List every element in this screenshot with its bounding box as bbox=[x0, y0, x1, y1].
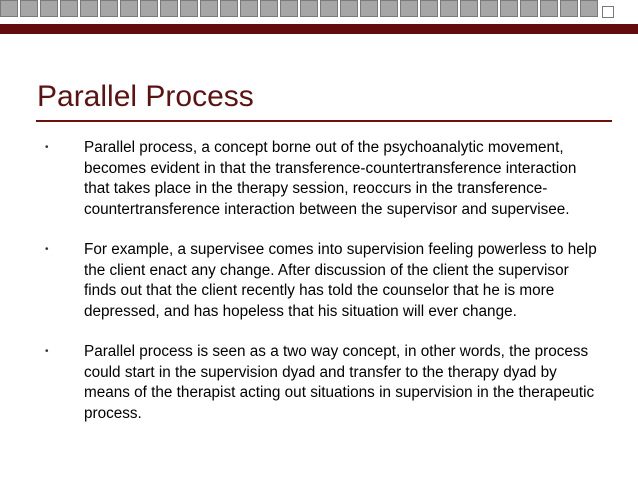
decorative-square bbox=[340, 0, 358, 17]
decorative-squares bbox=[0, 0, 600, 22]
bullet-dot: • bbox=[45, 142, 49, 153]
decorative-checkbox-square bbox=[602, 6, 614, 18]
decorative-square bbox=[220, 0, 238, 17]
decorative-square bbox=[320, 0, 338, 17]
decorative-square bbox=[580, 0, 598, 17]
decorative-square bbox=[560, 0, 578, 17]
bullet-text: Parallel process is seen as a two way concept, in other words, the process could start in the supervision dyad and transfer to the therapy dyad by means of the therapist acting out situations in supervision in the therapeutic process. bbox=[84, 343, 595, 422]
decorative-square bbox=[240, 0, 258, 17]
decorative-square bbox=[80, 0, 98, 17]
bullet-item bbox=[0, 342, 638, 424]
decorative-square bbox=[160, 0, 178, 17]
decorative-square bbox=[120, 0, 138, 17]
decorative-square bbox=[440, 0, 458, 17]
decorative-square bbox=[260, 0, 278, 17]
top-decoration-band bbox=[0, 0, 638, 26]
decorative-square bbox=[0, 0, 18, 17]
bullet-item bbox=[0, 138, 638, 220]
decorative-square bbox=[180, 0, 198, 17]
decorative-square bbox=[60, 0, 78, 17]
decorative-square bbox=[300, 0, 318, 17]
decorative-square bbox=[480, 0, 498, 17]
bullet-dot: • bbox=[45, 346, 49, 357]
bullet-text: Parallel process, a concept borne out of the psychoanalytic movement, becomes evident in that the transference-countertransference interaction that takes place in the therapy session, reoccurs in the transference-countertransference interaction between the supervisor and supervisee. bbox=[84, 139, 577, 218]
decorative-square bbox=[400, 0, 418, 17]
decorative-square bbox=[100, 0, 118, 17]
bullet-text: For example, a supervisee comes into supervision feeling powerless to help the client enact any change. After discussion of the client the supervisor finds out that the client recently has told the counselor that he is more depressed, and has hopeless that his situation will ever change. bbox=[84, 241, 597, 320]
decorative-square bbox=[420, 0, 438, 17]
decorative-square bbox=[20, 0, 38, 17]
slide-title: Parallel Process bbox=[37, 80, 254, 113]
decorative-square bbox=[380, 0, 398, 17]
title-underline bbox=[36, 120, 612, 122]
decorative-square bbox=[280, 0, 298, 17]
decorative-square bbox=[40, 0, 58, 17]
decorative-square bbox=[460, 0, 478, 17]
decorative-square bbox=[520, 0, 538, 17]
bullet-dot: • bbox=[45, 244, 49, 255]
decorative-square bbox=[360, 0, 378, 17]
accent-bar bbox=[0, 24, 638, 34]
decorative-square bbox=[200, 0, 218, 17]
decorative-square bbox=[540, 0, 558, 17]
decorative-square bbox=[500, 0, 518, 17]
decorative-square bbox=[140, 0, 158, 17]
bullet-item bbox=[0, 240, 638, 322]
bullet-list bbox=[0, 138, 638, 444]
